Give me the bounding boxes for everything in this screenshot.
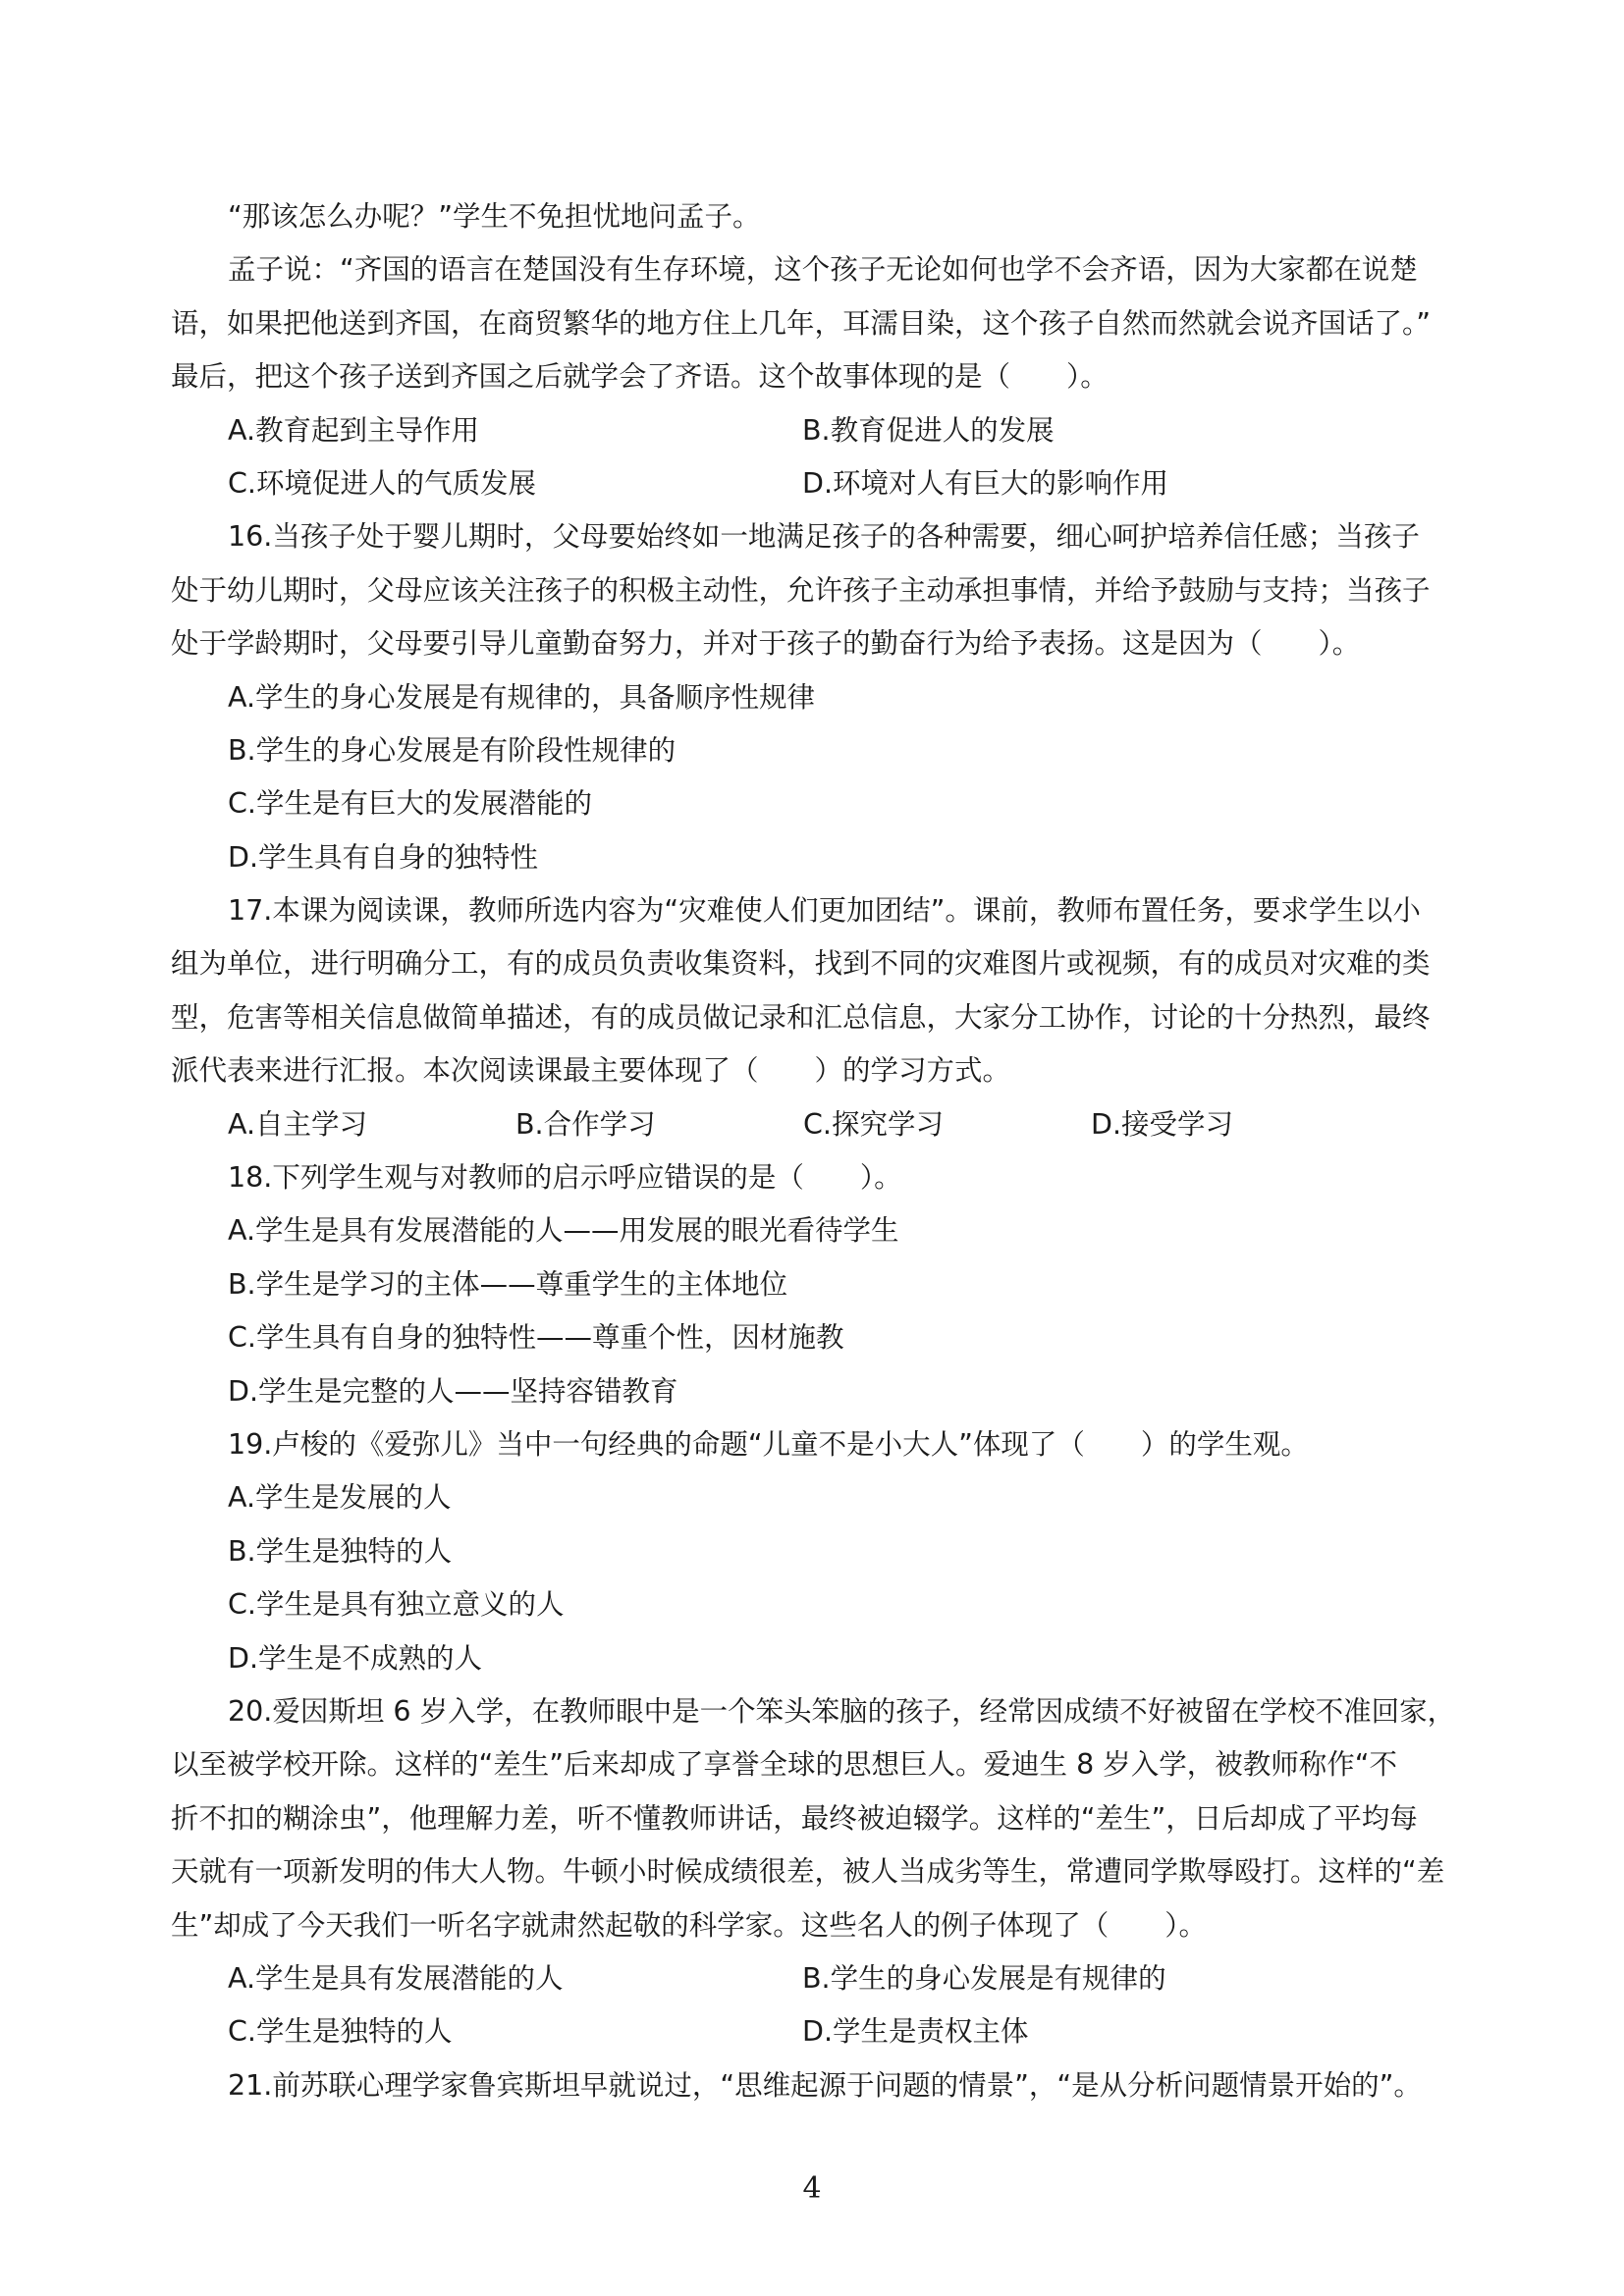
q16-option-c: C.学生是有巨大的发展潜能的	[228, 787, 592, 821]
q18-option-a: A.学生是具有发展潜能的人——用发展的眼光看待学生	[228, 1214, 899, 1248]
q17-line-3: 型，危害等相关信息做简单描述，有的成员做记录和汇总信息，大家分工协作，讨论的十分热烈，最终	[171, 1000, 1431, 1034]
q17-option-c: C.探究学习	[803, 1107, 944, 1141]
q21-line-1: 21.前苏联心理学家鲁宾斯坦早就说过，“思维起源于问题的情景”，“是从分析问题情景开始的”。	[228, 2068, 1422, 2102]
q17-line-4: 派代表来进行汇报。本次阅读课最主要体现了（ ）的学习方式。	[171, 1054, 1011, 1088]
q19-option-c: C.学生是具有独立意义的人	[228, 1588, 565, 1622]
q16-line-1: 16.当孩子处于婴儿期时，父母要始终如一地满足孩子的各种需要，细心呵护培养信任感；当孩子	[228, 520, 1420, 554]
q20-line-3: 折不扣的糊涂虫”，他理解力差，听不懂教师讲话，最终被迫辍学。这样的“差生”，日后却成了平均每	[171, 1801, 1418, 1835]
q17-line-2: 组为单位，进行明确分工，有的成员负责收集资料，找到不同的灾难图片或视频，有的成员对灾难的类	[171, 947, 1431, 981]
q20-option-d: D.学生是责权主体	[802, 2015, 1029, 2049]
q16-line-3: 处于学龄期时，父母要引导儿童勤奋努力，并对于孩子的勤奋行为给予表扬。这是因为（ ）。	[171, 627, 1361, 661]
q15-options-row-2	[171, 457, 1463, 510]
q20-option-a: A.学生是具有发展潜能的人	[228, 1961, 564, 1995]
q17-options-row	[171, 1098, 1463, 1151]
q19-option-b: B.学生是独特的人	[228, 1534, 453, 1568]
page-content	[171, 190, 1463, 2112]
q19-option-d: D.学生是不成熟的人	[228, 1641, 483, 1675]
q17-line-1: 17.本课为阅读课，教师所选内容为“灾难使人们更加团结”。课前，教师布置任务，要求学生以小	[228, 894, 1421, 928]
q15-option-a: A.教育起到主导作用	[228, 413, 480, 447]
q15-line-3: 最后，把这个孩子送到齐国之后就学会了齐语。这个故事体现的是（ ）。	[171, 360, 1109, 394]
q20-line-2: 以至被学校开除。这样的“差生”后来却成了享誉全球的思想巨人。爱迪生 8 岁入学，被教师称作“不	[171, 1748, 1398, 1782]
q17-option-a: A.自主学习	[228, 1107, 368, 1141]
q20-options-row-1	[171, 1952, 1463, 2005]
q15-options-row-1	[171, 404, 1463, 457]
paragraph-line: “那该怎么办呢？”学生不免担忧地问孟子。	[228, 200, 761, 233]
q16-option-a: A.学生的身心发展是有规律的，具备顺序性规律	[228, 680, 816, 714]
q15-line-1: 孟子说：“齐国的语言在楚国没有生存环境，这个孩子无论如何也学不会齐语，因为大家都在说楚	[228, 253, 1418, 287]
q15-option-c: C.环境促进人的气质发展	[228, 466, 536, 500]
page-number: 4	[802, 2171, 822, 2206]
q19-line-1: 19.卢梭的《爱弥儿》当中一句经典的命题“儿童不是小大人”体现了（ ）的学生观。	[228, 1427, 1309, 1461]
q20-option-c: C.学生是独特的人	[228, 2015, 453, 2049]
q17-option-b: B.合作学习	[515, 1107, 656, 1141]
q20-line-5: 生”却成了今天我们一听名字就肃然起敬的科学家。这些名人的例子体现了（ ）。	[171, 1908, 1208, 1942]
q20-line-1: 20.爱因斯坦 6 岁入学，在教师眼中是一个笨头笨脑的孩子，经常因成绩不好被留在学校不准回家，	[228, 1694, 1456, 1728]
q18-option-b: B.学生是学习的主体——尊重学生的主体地位	[228, 1267, 788, 1301]
q18-line-1: 18.下列学生观与对教师的启示呼应错误的是（ ）。	[228, 1161, 902, 1195]
q18-option-c: C.学生具有自身的独特性——尊重个性，因材施教	[228, 1321, 844, 1355]
q17-option-d: D.接受学习	[1091, 1107, 1234, 1141]
q15-line-2: 语，如果把他送到齐国，在商贸繁华的地方住上几年，耳濡目染，这个孩子自然而然就会说齐国话了。”	[171, 306, 1432, 340]
q16-option-d: D.学生具有自身的独特性	[228, 840, 539, 874]
q16-line-2: 处于幼儿期时，父母应该关注孩子的积极主动性，允许孩子主动承担事情，并给予鼓励与支持；当孩子	[171, 573, 1431, 607]
q20-options-row-2	[171, 2005, 1463, 2058]
q19-option-a: A.学生是发展的人	[228, 1481, 452, 1515]
q20-option-b: B.学生的身心发展是有规律的	[802, 1961, 1166, 1995]
q18-option-d: D.学生是完整的人——坚持容错教育	[228, 1374, 678, 1408]
q15-option-b: B.教育促进人的发展	[802, 413, 1055, 447]
q15-option-d: D.环境对人有巨大的影响作用	[802, 466, 1169, 500]
q20-line-4: 天就有一项新发明的伟大人物。牛顿小时候成绩很差，被人当成劣等生，常遭同学欺辱殴打。这样的“差	[171, 1855, 1445, 1889]
q16-option-b: B.学生的身心发展是有阶段性规律的	[228, 733, 677, 767]
